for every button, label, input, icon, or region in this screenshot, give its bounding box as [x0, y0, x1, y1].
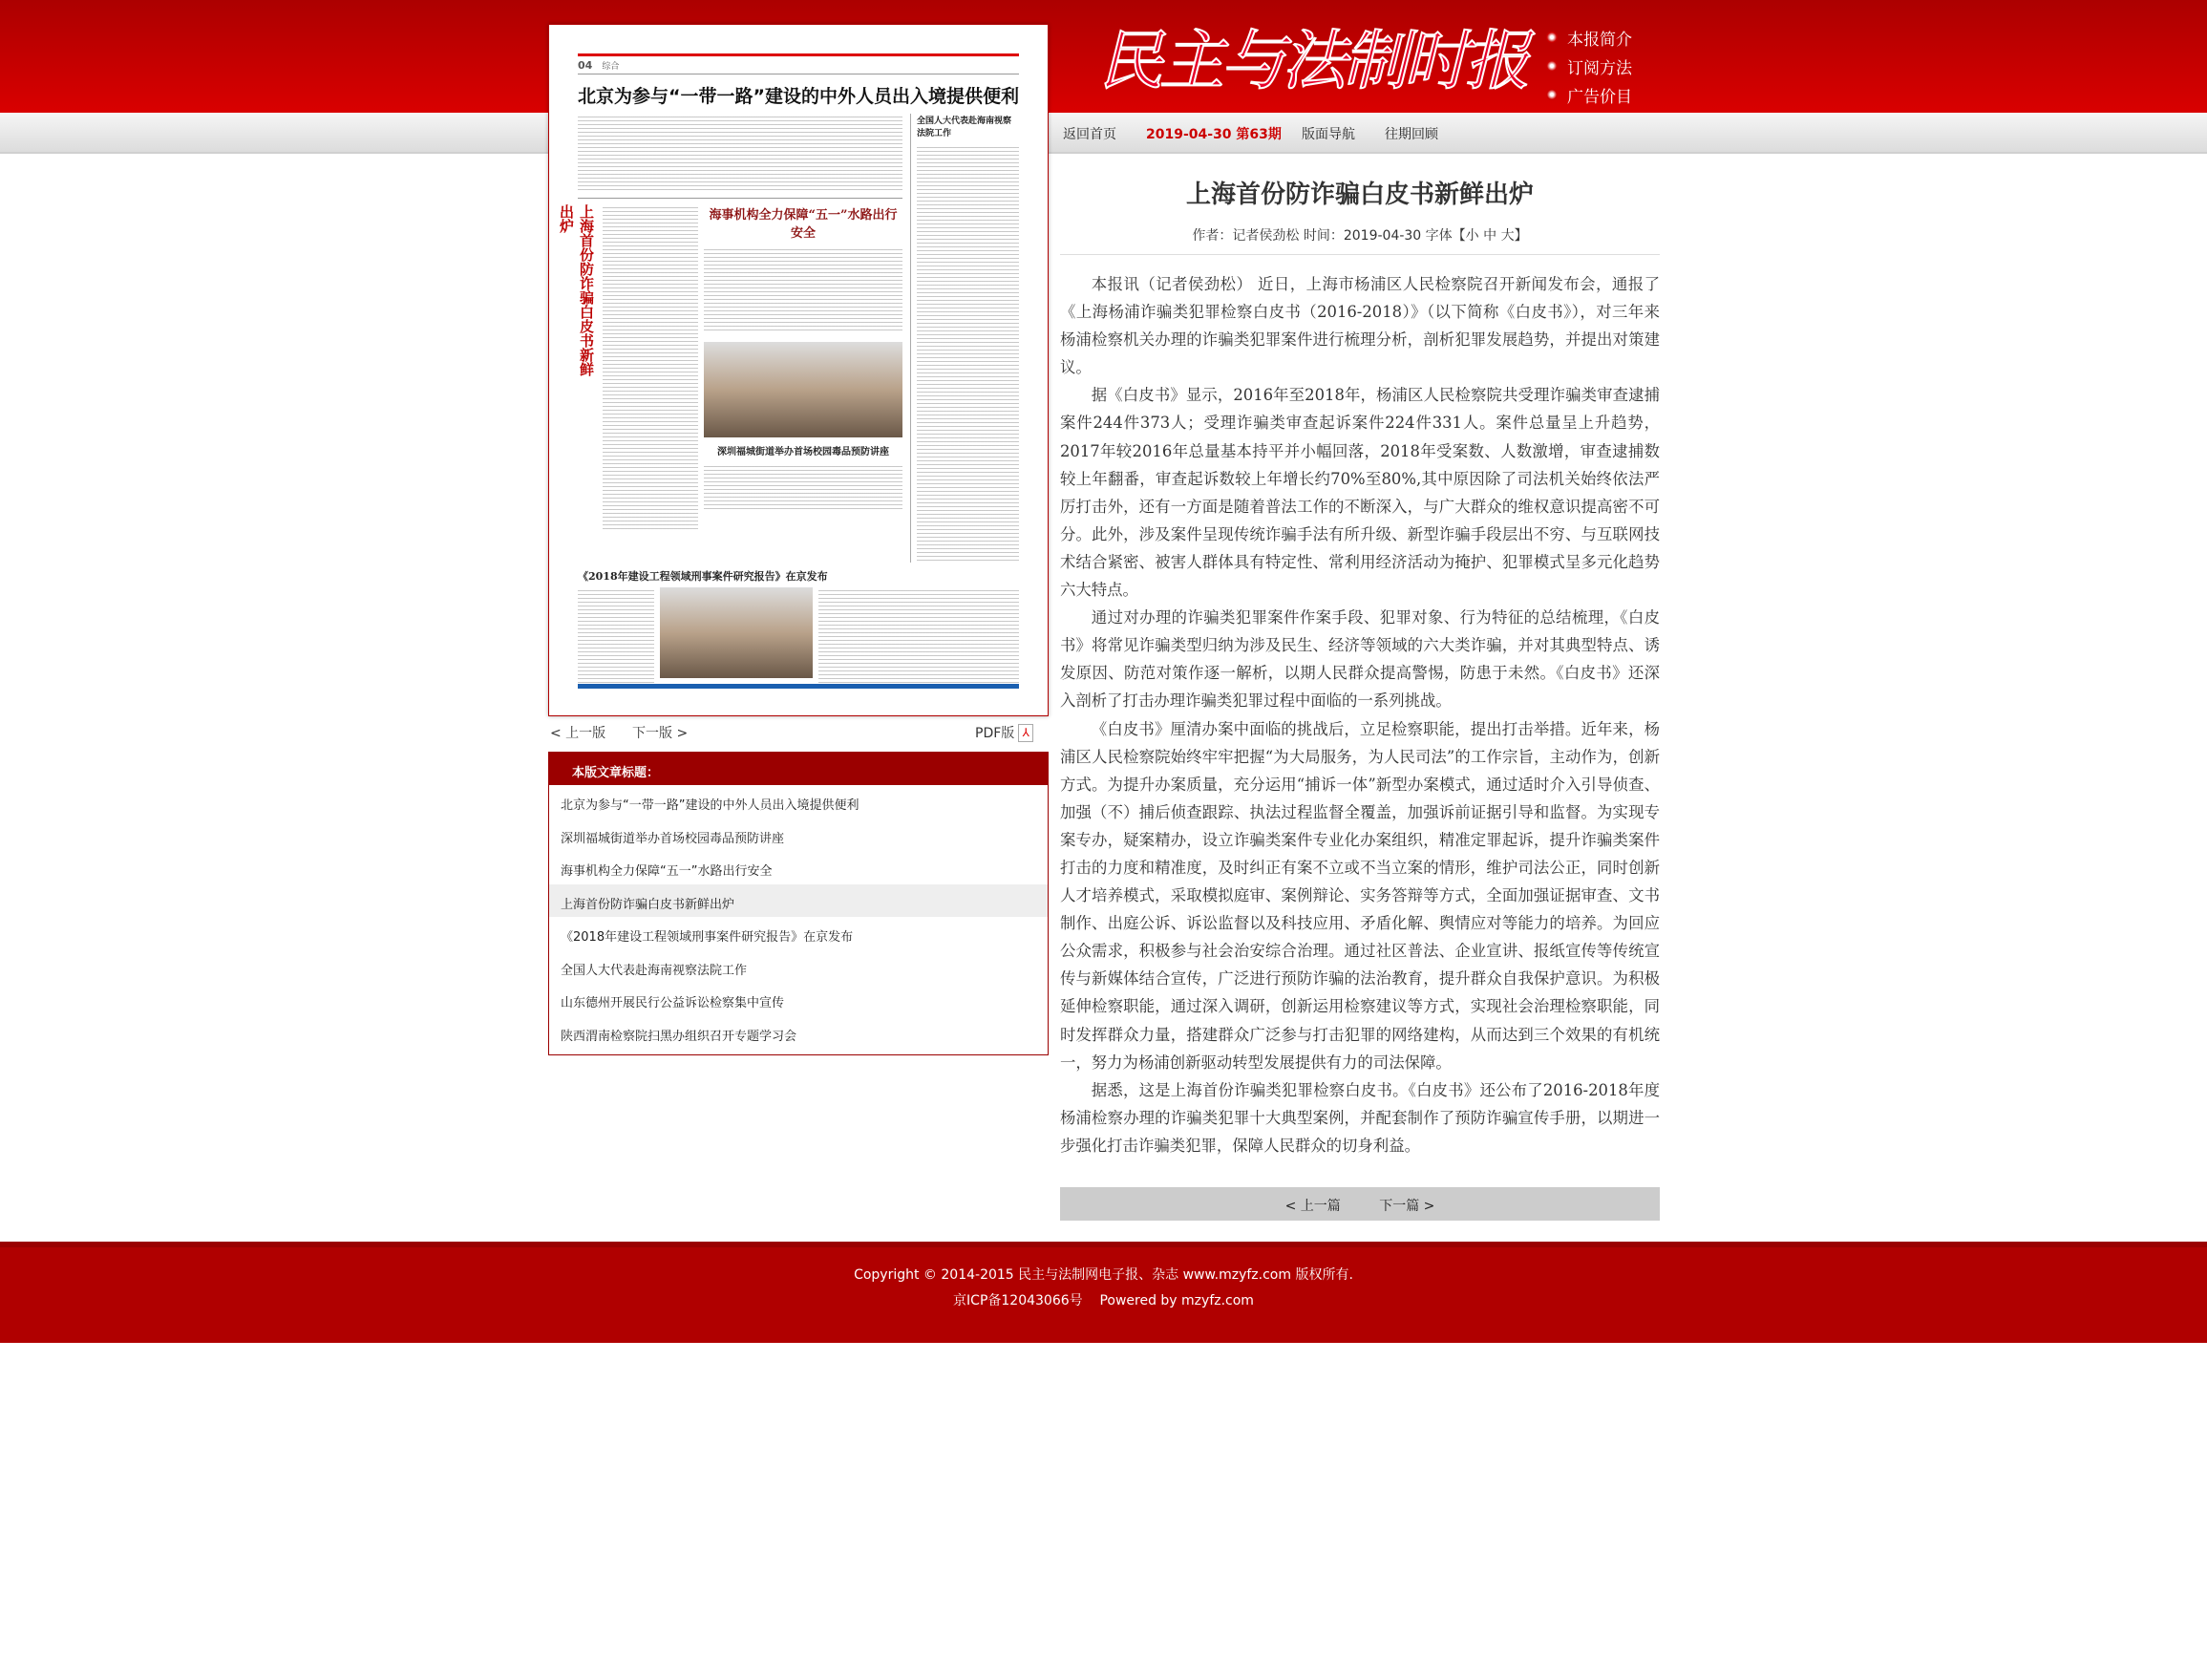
- link-ad-rates[interactable]: [1546, 80, 1632, 109]
- article-list-item[interactable]: 山东德州开展民行公益诉讼检察集中宣传: [561, 996, 785, 1010]
- next-article-link[interactable]: 下一篇 >: [1379, 1199, 1435, 1214]
- footer-copyright: Copyright © 2014-2015 民主与法制网电子报、杂志 www.mzyfz.com 版权所有.: [854, 1267, 1353, 1283]
- top-links: [1546, 23, 1632, 109]
- article-list-item[interactable]: 深圳福城街道举办首场校园毒品预防讲座: [561, 831, 785, 846]
- article-list: [548, 752, 1049, 1055]
- article-paragraph: 据悉，这是上海首份诈骗类犯罪检察白皮书。《白皮书》还公布了2016-2018年度杨浦检察办理的诈骗类犯罪十大典型案例，并配套制作了预防诈骗宣传手册，以期进一步强化打击诈骗类犯罪，保障人民群众的切身利益。: [1060, 1080, 1660, 1155]
- link-label: 广告价目: [1567, 87, 1632, 107]
- paper-headline-bottom[interactable]: 《2018年建设工程领域刑事案件研究报告》在京发布: [578, 570, 828, 583]
- page-section: 综合: [602, 61, 620, 72]
- article-pager: [1060, 1187, 1660, 1221]
- nav-home[interactable]: 返回首页: [1063, 127, 1116, 142]
- paper-headline-vertical[interactable]: 上海首份防诈骗白皮书新鲜出炉: [558, 204, 595, 376]
- paper-headline-main[interactable]: 北京为参与“一带一路”建设的中外人员出入境提供便利: [578, 86, 1019, 107]
- paper-footer-bar: [578, 684, 1019, 689]
- pdf-label: PDF版: [975, 726, 1015, 741]
- nav-current-issue[interactable]: 2019-04-30 第63期: [1146, 127, 1282, 142]
- article: [1060, 167, 1660, 1159]
- arrow-icon: [1546, 32, 1558, 43]
- article-list-item[interactable]: 北京为参与“一带一路”建设的中外人员出入境提供便利: [561, 798, 859, 813]
- article-paragraph: 据《白皮书》显示，2016年至2018年，杨浦区人民检察院共受理诈骗类审查逮捕案件244件373人；受理诈骗类审查起诉案件224件331人。案件总量呈上升趋势，2017年较2016年总量基本持平并小幅回落，2018年受案数、人数激增，审查逮捕数较上年翻番，审查起诉数较上年增长约70%至80%,其中原因除了司法机关始终依法严厉打击外，还有一方面是随着普法工作的不断深入，与广大群众的维权意识提高密不可分。此外，涉及案件呈现传统诈骗手法有所升级、新型诈骗手段层出不穷、与互联网技术结合紧密、被害人群体具有特定性、常利用经济活动为掩护、犯罪模式呈多元化趋势六大特点。: [1060, 386, 1660, 600]
- article-body: [1060, 270, 1660, 1159]
- paper-headline-center2[interactable]: 深圳福城街道举办首场校园毒品预防讲座: [717, 447, 889, 457]
- link-subscribe[interactable]: [1546, 52, 1632, 80]
- article-title: 上海首份防诈骗白皮书新鲜出炉: [1185, 181, 1534, 209]
- next-page-link[interactable]: 下一版 >: [632, 726, 689, 741]
- article-paragraph: 通过对办理的诈骗类犯罪案件作案手段、犯罪对象、行为特征的总结梳理，《白皮书》将常见诈骗类型归纳为涉及民生、经济等领域的六大类诈骗，并对其典型特点、诱发原因、防范对策作逐一解析，以期人民群众提高警惕，防患于未然。《白皮书》还深入剖析了打击办理诈骗类犯罪过程中面临的一系列挑战。: [1060, 608, 1660, 711]
- article-list-heading: 本版文章标题：: [549, 753, 1048, 785]
- article-paragraph: 本报讯（记者侯劲松） 近日，上海市杨浦区人民检察院召开新闻发布会，通报了《上海杨浦诈骗类犯罪检察白皮书（2016-2018）》（以下简称《白皮书》），对三年来杨浦检察机关办理的诈骗类犯罪案件进行梳理分析，剖析犯罪发展趋势，并提出对策建议。: [1060, 275, 1660, 377]
- newspaper-logo[interactable]: 民主与法制时报: [1098, 24, 1527, 99]
- paper-headline-side[interactable]: 全国人大代表赴海南视察法院工作: [917, 117, 1012, 138]
- arrow-icon: [1546, 60, 1558, 72]
- page-number: 04: [578, 58, 593, 72]
- paper-headline-center[interactable]: 海事机构全力保障“五一”水路出行安全: [709, 208, 898, 241]
- prev-page-link[interactable]: < 上一版: [550, 726, 606, 741]
- newspaper-page-image[interactable]: [548, 24, 1049, 716]
- article-meta: 作者：记者侯劲松 时间：2019-04-30 字体【小 中 大】: [1060, 225, 1660, 255]
- pdf-icon: ⅄: [1018, 724, 1033, 742]
- article-list-item[interactable]: 上海首份防诈骗白皮书新鲜出炉: [549, 884, 1048, 918]
- footer-icp[interactable]: 京ICP备12043066号 Powered by mzyfz.com: [953, 1293, 1254, 1308]
- article-list-item[interactable]: 《2018年建设工程领域刑事案件研究报告》在京发布: [561, 930, 854, 945]
- article-list-item[interactable]: 全国人大代表赴海南视察法院工作: [561, 963, 748, 978]
- prev-article-link[interactable]: < 上一篇: [1284, 1199, 1341, 1214]
- link-about[interactable]: [1546, 23, 1632, 52]
- main-container: [548, 0, 1660, 1242]
- link-label: 本报简介: [1567, 30, 1632, 50]
- link-label: 订阅方法: [1567, 58, 1632, 78]
- nav-layout[interactable]: 版面导航: [1302, 127, 1355, 142]
- article-paragraph: 《白皮书》厘清办案中面临的挑战后，立足检察职能，提出打击举措。近年来，杨浦区人民检察院始终牢牢把握“为大局服务，为人民司法”的工作宗旨，主动作为，创新方式。为提升办案质量，充分运用“捕诉一体”新型办案模式，通过适时介入引导侦查、加强（不）捕后侦查跟踪、执法过程监督全覆盖，加强诉前证据引导和监督。为实现专案专办，疑案精办，设立诈骗类案件专业化办案组织，精准定罪起诉，提升诈骗类案件打击的力度和精准度，及时纠正有案不立或不当立案的情形，维护司法公正，同时创新人才培养模式，采取模拟庭审、案例辩论、实务答辩等方式，全面加强证据审查、文书制作、出庭公诉、诉讼监督以及科技应用、矛盾化解、舆情应对等能力的培养。为回应公众需求，积极参与社会治安综合治理。通过社区普法、企业宣讲、报纸宣传等传统宣传与新媒体结合宣传，广泛进行预防诈骗的法治教育，提升群众自我保护意识。为积极延伸检察职能，通过深入调研，创新运用检察建议等方式，实现社会治理检察职能，同时发挥群众力量，搭建群众广泛参与打击犯罪的网络建构，从而达到三个效果的有机统一，努力为杨浦创新驱动转型发展提供有力的司法保障。: [1060, 719, 1660, 1072]
- article-list-item[interactable]: 陕西渭南检察院扫黑办组织召开专题学习会: [561, 1029, 797, 1044]
- footer: [0, 1242, 2207, 1343]
- pdf-link[interactable]: [975, 723, 1033, 742]
- article-list-item[interactable]: 海事机构全力保障“五一”水路出行安全: [561, 864, 773, 879]
- nav-archive[interactable]: 往期回顾: [1385, 127, 1438, 142]
- arrow-icon: [1546, 89, 1558, 100]
